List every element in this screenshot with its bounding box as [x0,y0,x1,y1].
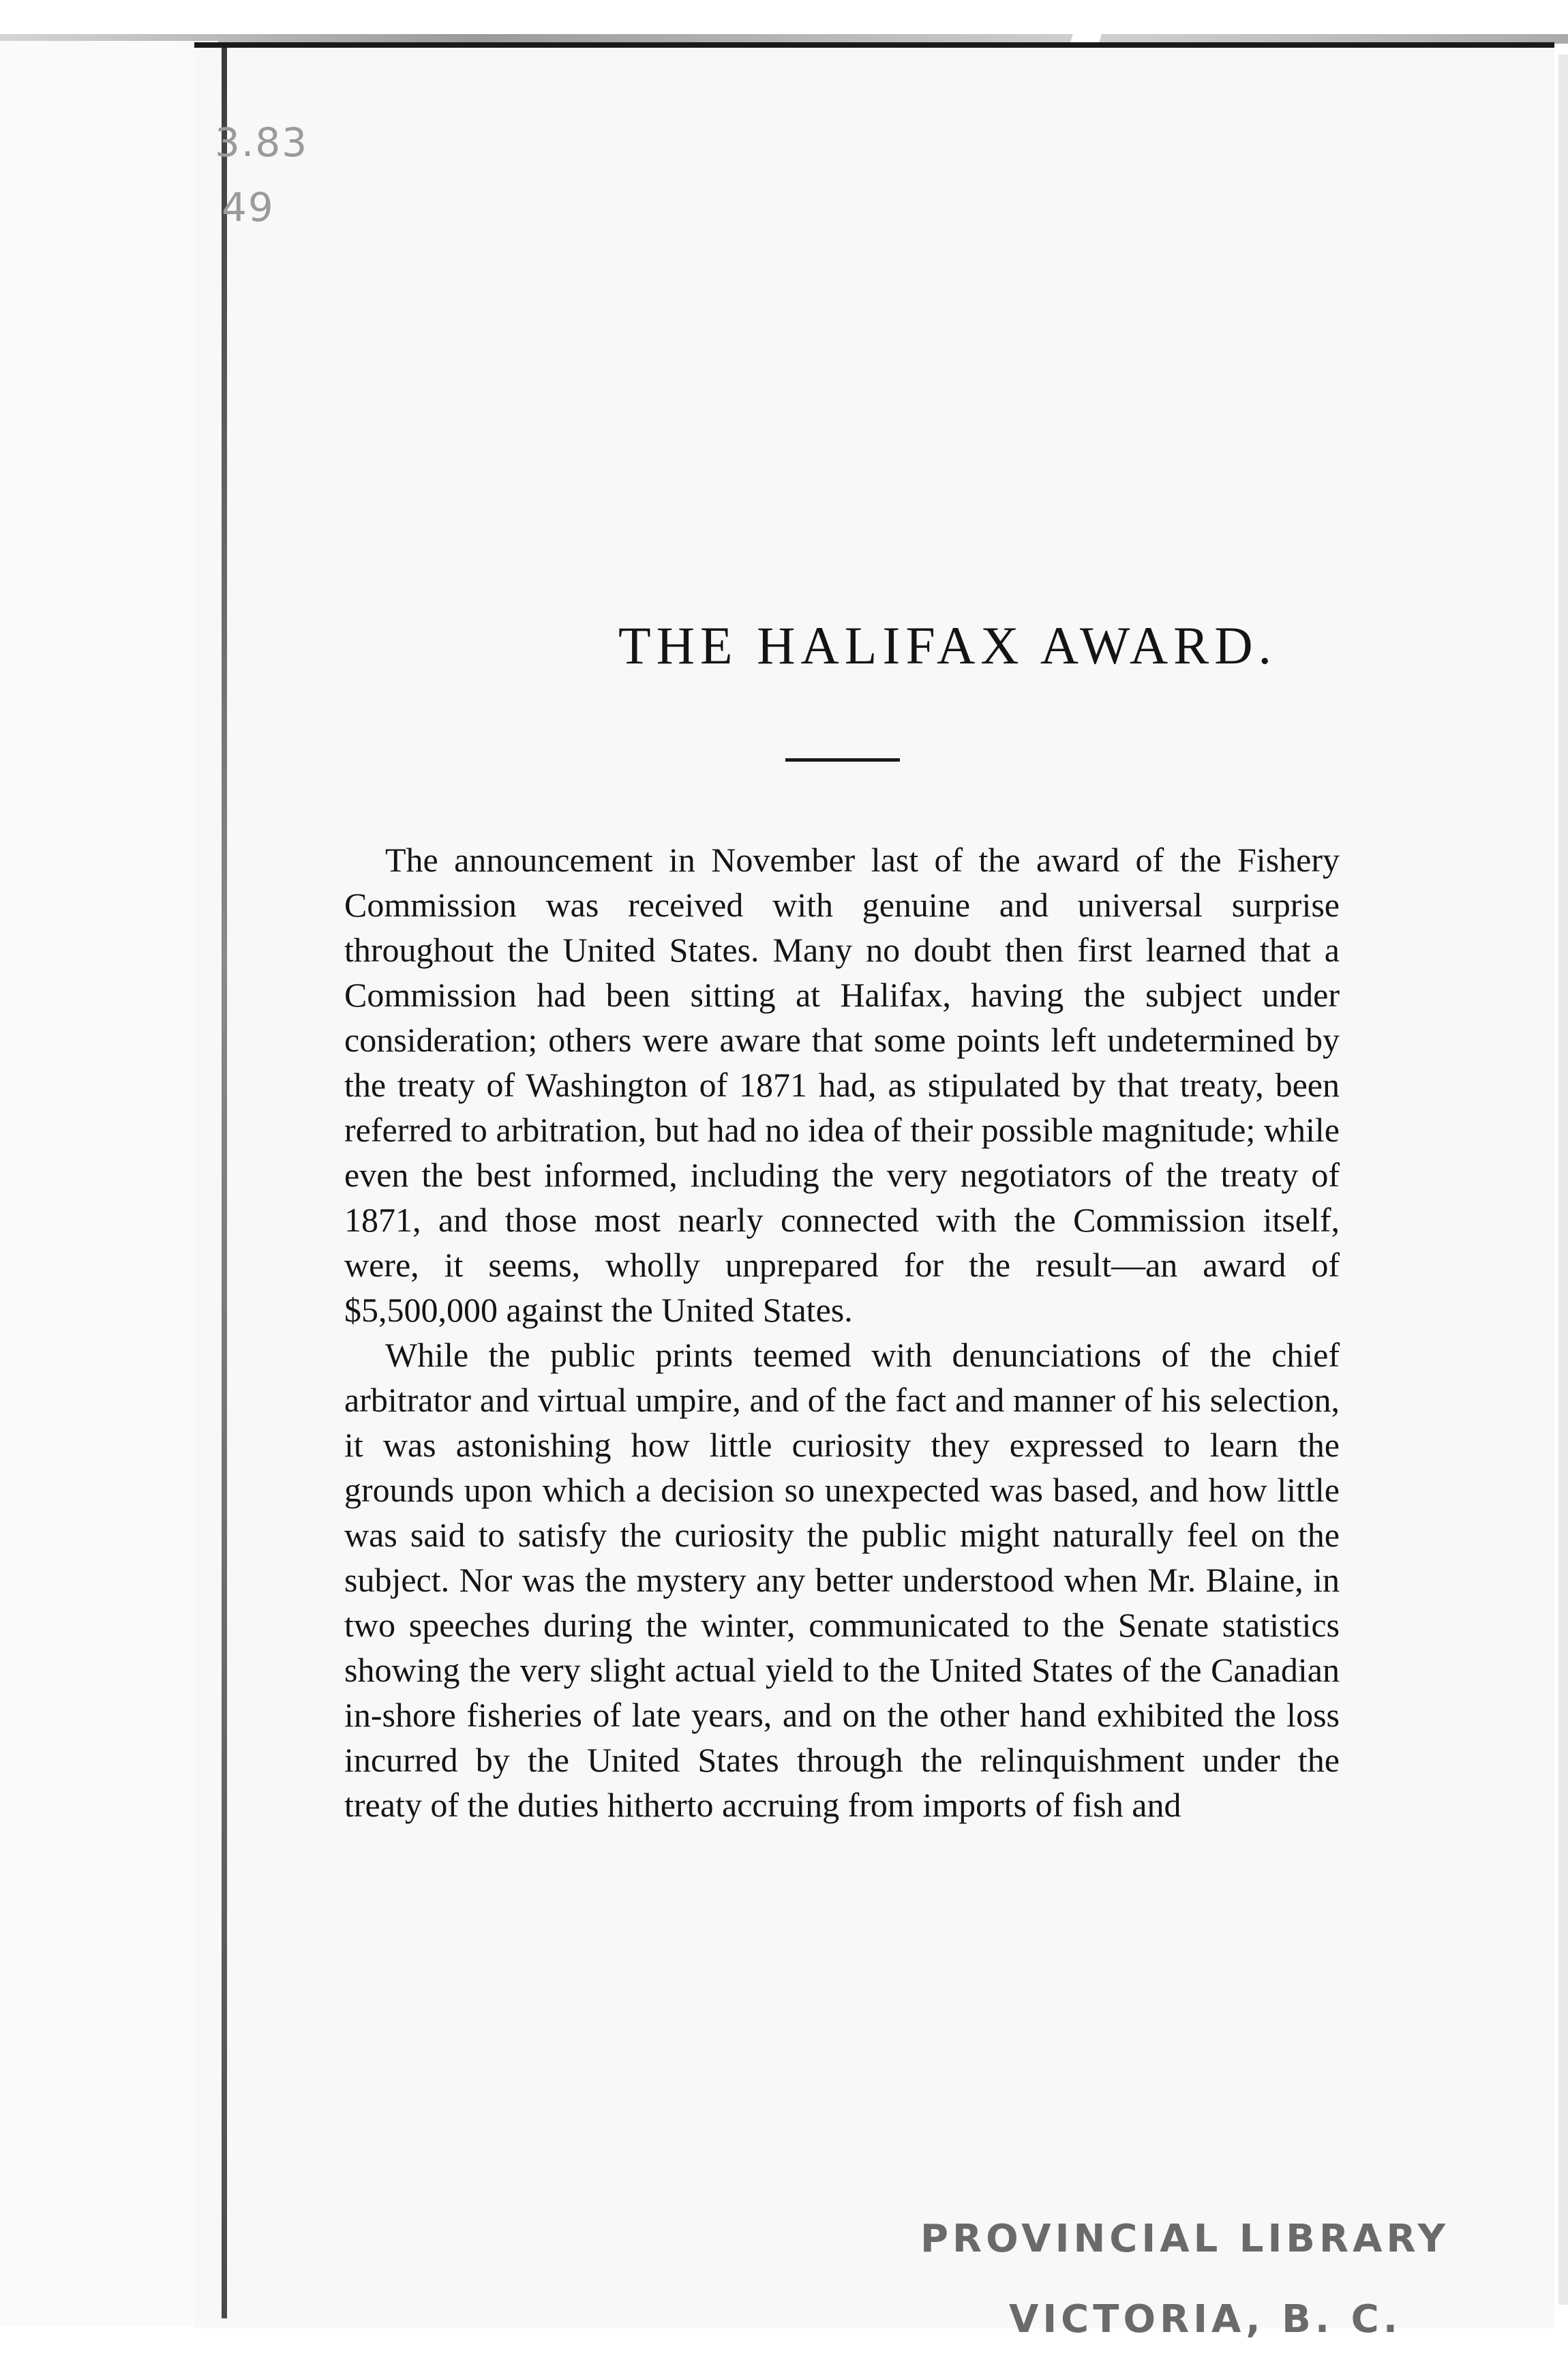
body-text [344,837,1340,1827]
left-margin [0,41,218,2325]
library-stamp [920,2199,1466,2360]
page-binding-edge [222,48,227,2318]
catalogue-mark-1: 3.83 [215,119,309,166]
page-right-edge [1558,55,1568,2305]
stamp-line-1: PROVINCIAL LIBRARY [920,2217,1450,2261]
stamp-line-2: VICTORIA, B. C. [1009,2297,1402,2342]
title-divider [785,758,900,762]
document-title: THE HALIFAX AWARD. [618,616,1278,675]
paragraph-2: While the public prints teemed with denunciations of the chief arbitrator and virtual umpire, and of the fact and manner of his selection, it was astonishing how little curiosity they expressed to learn the grounds upon which a decision so unexpected was based, and how little was said to satisfy the curiosity the public might naturally feel on the subject. Nor was the mystery any better understood when Mr. Blaine, in two speeches during the winter, communicated to the Senate statistics showing the very slight actual yield to the United States of the Canadian in-shore fisheries of late years, and on the other hand exhibited the loss incurred by the United States through the relinquishment under the treaty of the duties hitherto accruing from imports of fish and [344,1336,1340,1824]
paragraph-1: The announcement in November last of the award of the Fishery Commission was received with genuine and universal surprise throughout the United States. Many no doubt then first learned that a Commission had been sitting at Halifax, having the subject under consideration; others were aware that some points left undetermined by the treaty of Washington of 1871 had, as stipulated by that treaty, been referred to arbitration, but had no idea of their possible magnitude; while even the best informed, including the very negotiators of the treaty of 1871, and those most nearly connected with the Commission itself, were, it seems, wholly unprepared for the result—an award of $5,500,000 against the United States. [344,841,1340,1329]
catalogue-mark-2: 49 [222,184,275,230]
